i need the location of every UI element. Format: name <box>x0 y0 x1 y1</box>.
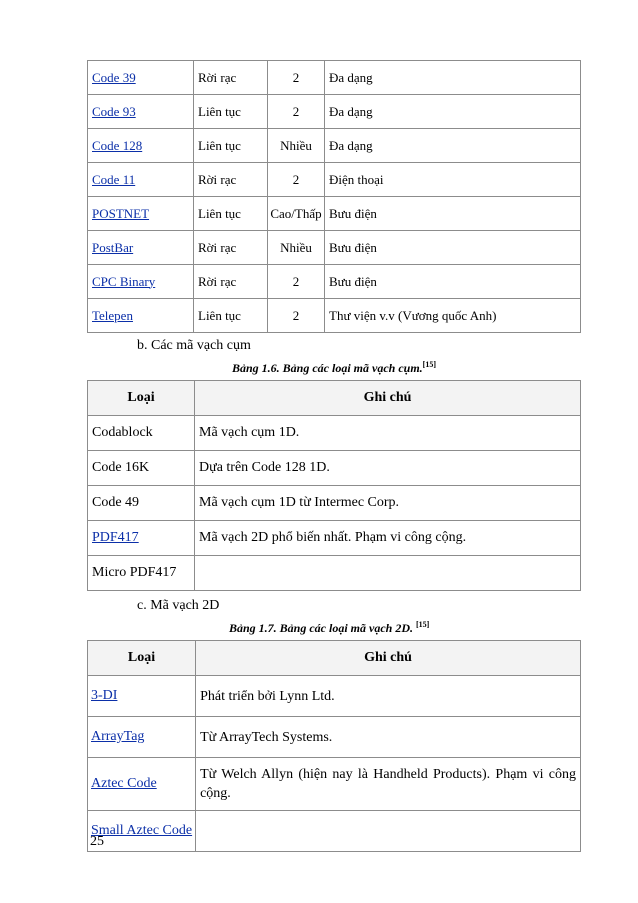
symbology-type: Rời rạc <box>194 163 268 197</box>
table-caption-1-7 <box>229 620 429 636</box>
barcode-link-aztec-code[interactable]: Aztec Code <box>91 776 157 791</box>
column-header-type: Loại <box>88 641 196 676</box>
bar-widths: 2 <box>268 61 325 95</box>
caption-text: Bảng 1.6. Bảng các loại mã vạch cụm. <box>232 361 423 375</box>
symbology-type: Rời rạc <box>194 265 268 299</box>
usage: Bưu điện <box>325 231 581 265</box>
usage: Đa dạng <box>325 61 581 95</box>
barcode-note: Dựa trên Code 128 1D. <box>195 451 581 486</box>
barcode-link-code93[interactable]: Code 93 <box>92 103 136 119</box>
bar-widths: 2 <box>268 163 325 197</box>
barcode-note: Từ ArrayTech Systems. <box>196 717 581 758</box>
table-row <box>88 265 581 299</box>
usage: Thư viện v.v (Vương quốc Anh) <box>325 299 581 333</box>
caption-ref[interactable]: [15] <box>416 620 430 629</box>
table-row <box>88 61 581 95</box>
bar-widths: Nhiều <box>268 231 325 265</box>
caption-text: Bảng 1.7. Bảng các loại mã vạch 2D. <box>229 621 414 635</box>
barcode-note <box>195 556 581 591</box>
barcode-link-small-aztec-code[interactable]: Small Aztec Code <box>91 823 193 838</box>
table-row <box>88 163 581 197</box>
table-row <box>88 758 581 811</box>
column-header-type: Loại <box>88 381 195 416</box>
table-caption-1-6 <box>232 360 436 376</box>
bar-widths: 2 <box>268 299 325 333</box>
barcode-link-code39[interactable]: Code 39 <box>92 69 136 85</box>
2d-barcode-table <box>87 640 581 852</box>
table-row <box>88 676 581 717</box>
usage: Bưu điện <box>325 265 581 299</box>
barcode-link-cpc-binary[interactable]: CPC Binary <box>92 273 156 289</box>
table-row <box>88 416 581 451</box>
table-row <box>88 811 581 852</box>
barcode-link-pdf417[interactable]: PDF417 <box>92 530 139 545</box>
barcode-note: Mã vạch cụm 1D từ Intermec Corp. <box>195 486 581 521</box>
symbology-type: Liên tục <box>194 129 268 163</box>
bar-widths: 2 <box>268 265 325 299</box>
barcode-note: Mã vạch 2D phổ biến nhất. Phạm vi công cộng. <box>195 521 581 556</box>
table-row <box>88 521 581 556</box>
barcode-link-telepen[interactable]: Telepen <box>92 307 133 323</box>
barcode-note: Mã vạch cụm 1D. <box>195 416 581 451</box>
section-heading-c: c. Mã vạch 2D <box>137 598 220 613</box>
table-row <box>88 129 581 163</box>
table-row <box>88 95 581 129</box>
section-heading-b: b. Các mã vạch cụm <box>137 338 251 353</box>
table-row <box>88 197 581 231</box>
symbology-type: Liên tục <box>194 299 268 333</box>
barcode-note: Phát triển bởi Lynn Ltd. <box>196 676 581 717</box>
symbology-type: Liên tục <box>194 197 268 231</box>
usage: Điện thoại <box>325 163 581 197</box>
barcode-link-code128[interactable]: Code 128 <box>92 137 143 153</box>
table-row <box>88 556 581 591</box>
barcode-name: Codablock <box>88 416 195 451</box>
table-row <box>88 717 581 758</box>
barcode-name: Micro PDF417 <box>88 556 195 591</box>
table-row <box>88 231 581 265</box>
barcode-link-arraytag[interactable]: ArrayTag <box>91 729 145 744</box>
column-header-notes: Ghi chú <box>195 381 581 416</box>
caption-ref[interactable]: [15] <box>422 360 436 369</box>
usage: Đa dạng <box>325 95 581 129</box>
table-header-row <box>88 641 581 676</box>
barcode-link-3-di[interactable]: 3-DI <box>91 688 118 703</box>
linear-barcode-table <box>87 60 581 333</box>
table-row <box>88 451 581 486</box>
table-header-row <box>88 381 581 416</box>
barcode-link-code11[interactable]: Code 11 <box>92 171 136 187</box>
barcode-link-postbar[interactable]: PostBar <box>92 239 134 255</box>
symbology-type: Liên tục <box>194 95 268 129</box>
barcode-note <box>196 811 581 852</box>
stacked-barcode-table <box>87 380 581 591</box>
table-row <box>88 299 581 333</box>
column-header-notes: Ghi chú <box>196 641 581 676</box>
bar-widths: Cao/Thấp <box>268 197 325 231</box>
table-row <box>88 486 581 521</box>
barcode-note: Từ Welch Allyn (hiện nay là Handheld Products). Phạm vi công cộng. <box>196 758 581 811</box>
usage: Bưu điện <box>325 197 581 231</box>
barcode-name: Code 49 <box>88 486 195 521</box>
barcode-name: Code 16K <box>88 451 195 486</box>
bar-widths: 2 <box>268 95 325 129</box>
barcode-link-postnet[interactable]: POSTNET <box>92 205 150 221</box>
page-number: 25 <box>90 834 104 849</box>
usage: Đa dạng <box>325 129 581 163</box>
bar-widths: Nhiều <box>268 129 325 163</box>
symbology-type: Rời rạc <box>194 231 268 265</box>
symbology-type: Rời rạc <box>194 61 268 95</box>
